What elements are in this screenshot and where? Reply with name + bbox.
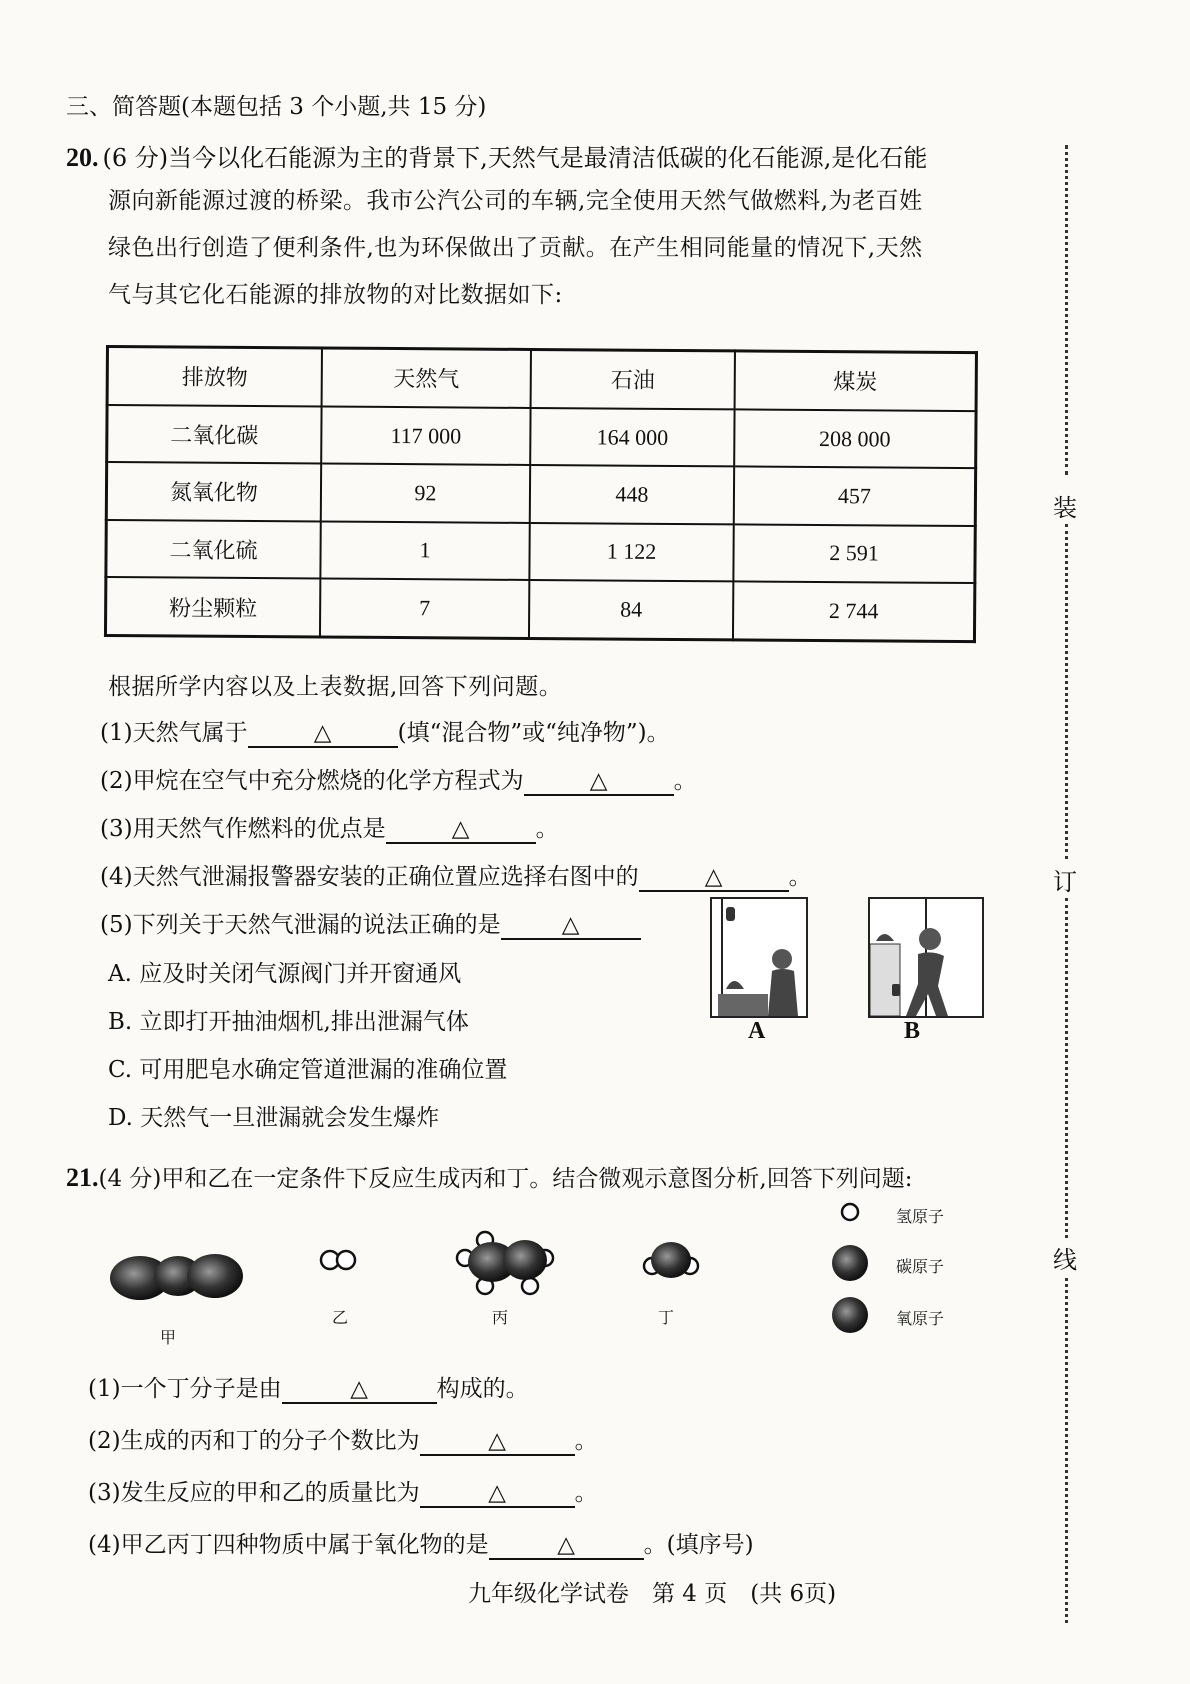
q21-sub3: [88, 1474, 598, 1508]
q21-sub1: [88, 1370, 529, 1404]
q21-sub4-text: (4)甲乙丙丁四种物质中属于氧化物的是: [88, 1532, 489, 1558]
table-cell: 粉尘颗粒: [105, 577, 320, 637]
q20-intro-line-1: 当今以化石能源为主的背景下,天然气是最清洁低碳的化石能源,是化石能: [168, 144, 928, 172]
q20-lead: 根据所学内容以及上表数据,回答下列问题。: [108, 674, 563, 700]
answer-blank[interactable]: △: [420, 1480, 575, 1508]
molecule-label-bing: 丙: [492, 1308, 509, 1327]
legend-carbon: 碳原子: [896, 1257, 945, 1276]
q21-sub2: [88, 1422, 598, 1456]
figure-a-illustration: [710, 897, 808, 1018]
table-cell: 2 591: [733, 524, 975, 583]
q21-points: (4 分): [98, 1166, 162, 1192]
q20-sub4: [100, 858, 812, 892]
q21-sub1-text: (1)一个丁分子是由: [88, 1376, 282, 1402]
q21-heading: [66, 1160, 912, 1193]
q21-sub2-text: (2)生成的丙和丁的分子个数比为: [88, 1428, 420, 1454]
table-cell: 448: [530, 465, 734, 524]
section-title: 三、简答题(本题包括 3 个小题,共 15 分): [66, 94, 487, 120]
table-cell: 2 744: [733, 582, 975, 642]
figure-b-label: B: [904, 1018, 921, 1044]
table-cell: 92: [321, 464, 530, 523]
answer-blank[interactable]: △: [524, 768, 674, 796]
table-cell: 84: [529, 580, 733, 640]
legend-atoms: [830, 1200, 870, 1340]
table-row: [106, 520, 975, 584]
figure-a-label: A: [748, 1018, 766, 1044]
emissions-table: [104, 345, 978, 643]
q20-sub1: [100, 714, 670, 748]
q20-intro-line-4: 气与其它化石能源的排放物的对比数据如下:: [108, 282, 563, 308]
q21-sub3-end: 。: [574, 1480, 598, 1506]
binding-mark-xian: 线: [1053, 1246, 1077, 1274]
q20-sub5: [100, 906, 641, 940]
table-cell: 氮氧化物: [106, 462, 321, 521]
page-footer: 九年级化学试卷 第 4 页 (共 6页): [468, 1581, 837, 1607]
q20-intro-line-2: 源向新能源过渡的桥梁。我市公汽公司的车辆,完全使用天然气做燃料,为老百姓: [108, 188, 923, 214]
binding-dotted-line: [1065, 898, 1068, 1238]
answer-blank[interactable]: △: [282, 1376, 437, 1404]
q20-sub2: [100, 762, 697, 796]
option-b: B. 立即打开抽油烟机,排出泄漏气体: [108, 1009, 469, 1035]
legend-oxygen: 氧原子: [896, 1309, 945, 1328]
table-row: [106, 462, 975, 526]
answer-blank[interactable]: △: [501, 912, 641, 940]
option-c: C. 可用肥皂水确定管道泄漏的准确位置: [108, 1057, 508, 1083]
hydrogen-atom-icon: [842, 1204, 858, 1220]
table-header-row: [107, 347, 976, 411]
q20-sub3: [100, 810, 559, 844]
q20-sub1-hint: (填“混合物”或“纯净物”)。: [397, 720, 670, 746]
binding-dotted-line: [1065, 145, 1068, 475]
oxygen-atom-icon: [832, 1297, 868, 1333]
molecule-ding-icon: [644, 1242, 698, 1278]
table-cell: 117 000: [321, 406, 530, 465]
answer-blank[interactable]: △: [386, 816, 536, 844]
q20-sub1-text: (1)天然气属于: [100, 720, 248, 746]
q20-number: 20.: [66, 143, 99, 172]
q20-sub2-end: 。: [673, 768, 697, 794]
q20-sub3-text: (3)用天然气作燃料的优点是: [100, 816, 386, 842]
figure-b-illustration: [868, 897, 984, 1018]
molecule-label-jia: 甲: [160, 1328, 177, 1347]
molecule-jia-icon: [110, 1254, 243, 1300]
table-header: 天然气: [322, 348, 531, 408]
answer-blank[interactable]: △: [420, 1428, 575, 1456]
kitchen-scene-a-icon: [712, 899, 806, 1016]
q21-sub3-text: (3)发生反应的甲和乙的质量比为: [88, 1480, 420, 1506]
table-header: 石油: [531, 349, 735, 409]
molecule-yi-icon: [321, 1251, 355, 1269]
table-row: [105, 577, 974, 641]
binding-mark-ding: 订: [1053, 868, 1077, 896]
kitchen-scene-b-icon: [870, 899, 982, 1016]
carbon-atom-icon: [832, 1245, 868, 1281]
binding-mark-zhuang: 装: [1053, 494, 1077, 522]
table-header: 煤炭: [735, 351, 977, 411]
table-cell: 164 000: [530, 408, 734, 467]
answer-blank[interactable]: △: [248, 720, 398, 748]
molecule-label-yi: 乙: [332, 1308, 349, 1327]
molecule-label-ding: 丁: [658, 1308, 675, 1327]
table-header: 排放物: [107, 347, 322, 407]
q20-points: (6 分): [102, 144, 169, 172]
q20-sub4-text: (4)天然气泄漏报警器安装的正确位置应选择右图中的: [100, 864, 639, 890]
q21-stem: 甲和乙在一定条件下反应生成丙和丁。结合微观示意图分析,回答下列问题:: [161, 1166, 913, 1192]
q20-heading: [66, 138, 927, 173]
q21-sub2-end: 。: [574, 1428, 598, 1454]
table-cell: 208 000: [734, 409, 976, 468]
answer-blank[interactable]: △: [639, 864, 789, 892]
table-cell: 1 122: [529, 523, 733, 582]
table-cell: 二氧化硫: [106, 520, 321, 579]
q20-sub2-text: (2)甲烷在空气中充分燃烧的化学方程式为: [100, 768, 524, 794]
q21-sub1-end: 构成的。: [436, 1376, 529, 1402]
binding-dotted-line: [1065, 1278, 1068, 1623]
legend-hydrogen: 氢原子: [896, 1207, 945, 1226]
molecule-bing-icon: [457, 1232, 553, 1294]
q21-number: 21.: [66, 1163, 99, 1192]
q21-sub4-end: 。(填序号): [643, 1532, 754, 1558]
table-row: [107, 405, 976, 469]
q20-intro-line-3: 绿色出行创造了便利条件,也为环保做出了贡献。在产生相同能量的情况下,天然: [108, 235, 923, 261]
binding-dotted-line: [1065, 524, 1068, 859]
table-cell: 457: [734, 467, 976, 526]
q21-sub4: [88, 1526, 754, 1560]
q20-sub3-end: 。: [535, 816, 559, 842]
table-cell: 7: [320, 579, 529, 639]
option-a: A. 应及时关闭气源阀门并开窗通风: [108, 961, 462, 987]
table-cell: 1: [320, 521, 529, 580]
q20-sub5-text: (5)下列关于天然气泄漏的说法正确的是: [100, 912, 501, 938]
answer-blank[interactable]: △: [489, 1532, 644, 1560]
option-d: D. 天然气一旦泄漏就会发生爆炸: [108, 1105, 440, 1131]
table-cell: 二氧化碳: [107, 405, 322, 464]
q20-sub4-end: 。: [788, 864, 812, 890]
